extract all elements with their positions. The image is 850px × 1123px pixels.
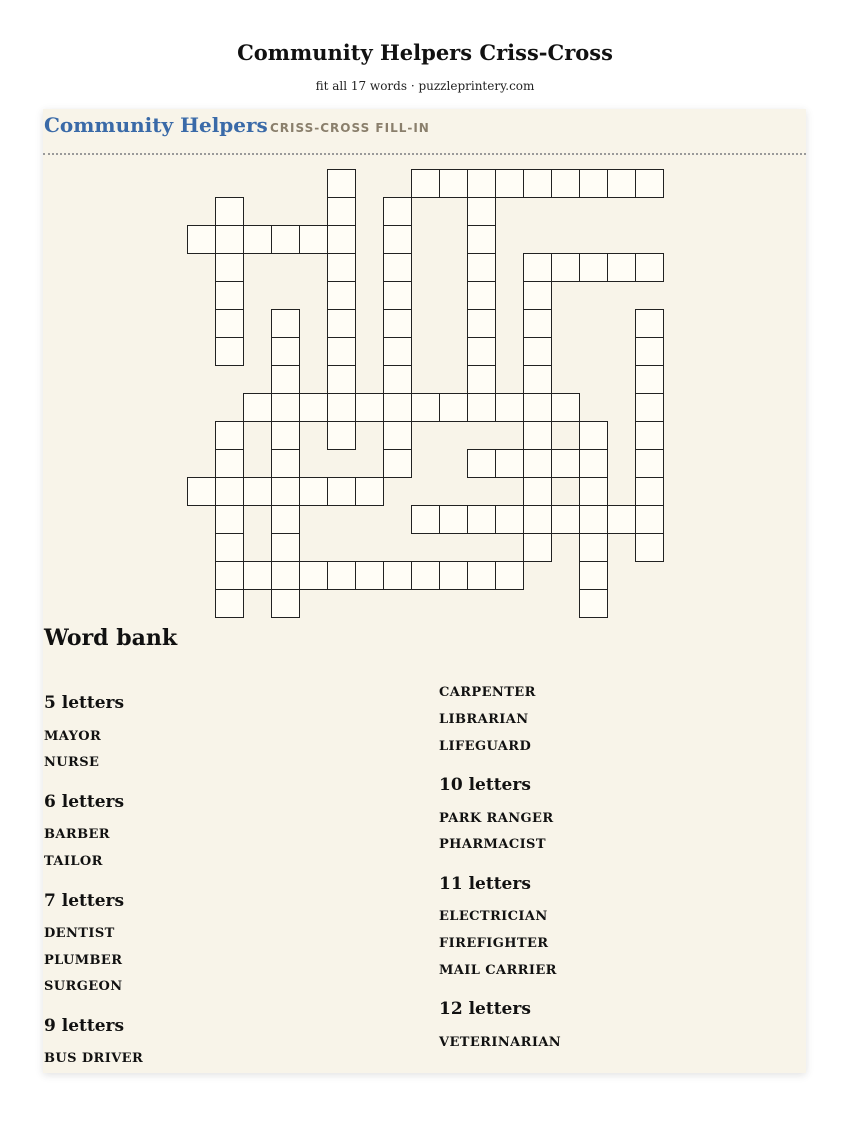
word-item: LIFEGUARD: [439, 739, 532, 754]
grid-cell[interactable]: [327, 365, 356, 394]
grid-cell[interactable]: [271, 421, 300, 450]
word-group-heading: 5 letters: [44, 693, 125, 713]
grid-cell[interactable]: [579, 505, 608, 534]
grid-cell[interactable]: [271, 393, 300, 422]
grid-cell[interactable]: [467, 225, 496, 254]
grid-cell[interactable]: [607, 505, 636, 534]
grid-cell[interactable]: [383, 253, 412, 282]
grid-cell[interactable]: [579, 533, 608, 562]
word-bank-title: Word bank: [44, 625, 178, 651]
word-item: VETERINARIAN: [439, 1035, 562, 1050]
word-item: ELECTRICIAN: [439, 909, 548, 924]
grid-cell[interactable]: [523, 533, 552, 562]
grid-cell[interactable]: [551, 505, 580, 534]
grid-cell[interactable]: [635, 309, 664, 338]
grid-cell[interactable]: [215, 477, 244, 506]
grid-cell[interactable]: [215, 197, 244, 226]
grid-cell[interactable]: [411, 393, 440, 422]
word-item: SURGEON: [44, 979, 123, 994]
grid-cell[interactable]: [607, 253, 636, 282]
grid-cell[interactable]: [271, 589, 300, 618]
grid-cell[interactable]: [523, 393, 552, 422]
grid-cell[interactable]: [551, 169, 580, 198]
grid-cell[interactable]: [467, 281, 496, 310]
grid-cell[interactable]: [271, 561, 300, 590]
grid-cell[interactable]: [635, 449, 664, 478]
grid-cell[interactable]: [383, 225, 412, 254]
grid-cell[interactable]: [579, 449, 608, 478]
grid-cell[interactable]: [635, 253, 664, 282]
grid-cell[interactable]: [383, 337, 412, 366]
grid-cell[interactable]: [579, 477, 608, 506]
grid-cell[interactable]: [439, 169, 468, 198]
grid-cell[interactable]: [439, 561, 468, 590]
grid-cell[interactable]: [383, 393, 412, 422]
grid-cell[interactable]: [327, 197, 356, 226]
grid-cell[interactable]: [523, 281, 552, 310]
word-item: PARK RANGER: [439, 811, 554, 826]
card-header: [43, 109, 806, 155]
grid-cell[interactable]: [495, 505, 524, 534]
grid-cell[interactable]: [327, 421, 356, 450]
grid-cell[interactable]: [495, 393, 524, 422]
grid-cell[interactable]: [215, 421, 244, 450]
grid-cell[interactable]: [215, 309, 244, 338]
word-item: LIBRARIAN: [439, 712, 529, 727]
grid-cell[interactable]: [439, 393, 468, 422]
grid-cell[interactable]: [523, 449, 552, 478]
grid-cell[interactable]: [495, 561, 524, 590]
grid-cell[interactable]: [271, 365, 300, 394]
grid-cell[interactable]: [327, 169, 356, 198]
grid-cell[interactable]: [383, 449, 412, 478]
grid-cell[interactable]: [355, 393, 384, 422]
grid-cell[interactable]: [271, 477, 300, 506]
grid-cell[interactable]: [299, 393, 328, 422]
grid-cell[interactable]: [327, 561, 356, 590]
grid-cell[interactable]: [383, 281, 412, 310]
puzzle-type-badge: CRISS-CROSS FILL-IN: [270, 121, 430, 135]
grid-cell[interactable]: [495, 449, 524, 478]
grid-cell[interactable]: [635, 337, 664, 366]
grid-cell[interactable]: [607, 169, 636, 198]
grid-cell[interactable]: [299, 561, 328, 590]
grid-cell[interactable]: [579, 561, 608, 590]
grid-cell[interactable]: [523, 169, 552, 198]
grid-cell[interactable]: [467, 309, 496, 338]
grid-cell[interactable]: [551, 449, 580, 478]
grid-cell[interactable]: [579, 589, 608, 618]
grid-cell[interactable]: [215, 281, 244, 310]
grid-cell[interactable]: [635, 169, 664, 198]
grid-cell[interactable]: [327, 477, 356, 506]
grid-cell[interactable]: [271, 337, 300, 366]
grid-cell[interactable]: [243, 561, 272, 590]
brand-title: Community Helpers: [44, 113, 268, 137]
page-subtitle: fit all 17 words · puzzleprintery.com: [315, 79, 535, 93]
word-item: DENTIST: [44, 926, 115, 941]
grid-cell[interactable]: [215, 505, 244, 534]
grid-cell[interactable]: [467, 449, 496, 478]
grid-cell[interactable]: [299, 477, 328, 506]
grid-cell[interactable]: [215, 589, 244, 618]
grid-cell[interactable]: [271, 505, 300, 534]
grid-cell[interactable]: [523, 421, 552, 450]
grid-cell[interactable]: [523, 309, 552, 338]
puzzle-card: [43, 109, 806, 1073]
grid-cell[interactable]: [327, 281, 356, 310]
grid-cell[interactable]: [635, 393, 664, 422]
grid-cell[interactable]: [467, 561, 496, 590]
grid-cell[interactable]: [327, 253, 356, 282]
word-group-heading: 10 letters: [439, 775, 531, 795]
grid-cell[interactable]: [635, 421, 664, 450]
word-group-heading: 6 letters: [44, 792, 125, 812]
grid-cell[interactable]: [523, 337, 552, 366]
grid-cell[interactable]: [467, 169, 496, 198]
grid-cell[interactable]: [411, 505, 440, 534]
grid-cell[interactable]: [467, 393, 496, 422]
grid-cell[interactable]: [383, 365, 412, 394]
word-item: NURSE: [44, 755, 100, 770]
grid-cell[interactable]: [243, 225, 272, 254]
word-item: PHARMACIST: [439, 837, 546, 852]
page-title: Community Helpers Criss-Cross: [237, 40, 613, 65]
grid-cell[interactable]: [383, 421, 412, 450]
grid-cell[interactable]: [383, 197, 412, 226]
grid-cell[interactable]: [383, 561, 412, 590]
word-group-heading: 9 letters: [44, 1016, 125, 1036]
grid-cell[interactable]: [523, 505, 552, 534]
grid-cell[interactable]: [579, 421, 608, 450]
grid-cell[interactable]: [215, 533, 244, 562]
word-item: MAIL CARRIER: [439, 963, 557, 978]
grid-cell[interactable]: [215, 337, 244, 366]
grid-cell[interactable]: [243, 393, 272, 422]
grid-cell[interactable]: [635, 477, 664, 506]
grid-cell[interactable]: [271, 225, 300, 254]
grid-cell[interactable]: [495, 169, 524, 198]
grid-cell[interactable]: [635, 365, 664, 394]
grid-cell[interactable]: [523, 477, 552, 506]
grid-cell[interactable]: [187, 225, 216, 254]
grid-cell[interactable]: [467, 505, 496, 534]
grid-cell[interactable]: [271, 449, 300, 478]
grid-cell[interactable]: [355, 561, 384, 590]
word-item: BUS DRIVER: [44, 1051, 144, 1066]
grid-cell[interactable]: [327, 393, 356, 422]
grid-cell[interactable]: [243, 477, 272, 506]
grid-cell[interactable]: [327, 337, 356, 366]
grid-cell[interactable]: [355, 477, 384, 506]
word-item: BARBER: [44, 827, 110, 842]
grid-cell[interactable]: [467, 337, 496, 366]
grid-cell[interactable]: [215, 449, 244, 478]
grid-cell[interactable]: [383, 309, 412, 338]
word-group-heading: 12 letters: [439, 999, 531, 1019]
word-item: CARPENTER: [439, 685, 536, 700]
grid-cell[interactable]: [187, 477, 216, 506]
word-item: TAILOR: [44, 854, 103, 869]
grid-cell[interactable]: [635, 533, 664, 562]
word-item: PLUMBER: [44, 953, 123, 968]
grid-cell[interactable]: [635, 505, 664, 534]
word-group-heading: 7 letters: [44, 891, 125, 911]
grid-cell[interactable]: [579, 253, 608, 282]
grid-cell[interactable]: [327, 309, 356, 338]
grid-cell[interactable]: [271, 533, 300, 562]
grid-cell[interactable]: [523, 253, 552, 282]
grid-cell[interactable]: [411, 561, 440, 590]
grid-cell[interactable]: [467, 365, 496, 394]
word-group-heading: 11 letters: [439, 874, 531, 894]
word-item: FIREFIGHTER: [439, 936, 549, 951]
grid-cell[interactable]: [551, 393, 580, 422]
grid-cell[interactable]: [467, 253, 496, 282]
grid-cell[interactable]: [327, 225, 356, 254]
grid-cell[interactable]: [523, 365, 552, 394]
grid-cell[interactable]: [215, 561, 244, 590]
grid-cell[interactable]: [411, 169, 440, 198]
grid-cell[interactable]: [299, 225, 328, 254]
grid-cell[interactable]: [271, 309, 300, 338]
grid-cell[interactable]: [215, 253, 244, 282]
grid-cell[interactable]: [551, 253, 580, 282]
word-item: MAYOR: [44, 729, 102, 744]
grid-cell[interactable]: [579, 169, 608, 198]
grid-cell[interactable]: [467, 197, 496, 226]
grid-cell[interactable]: [215, 225, 244, 254]
grid-cell[interactable]: [439, 505, 468, 534]
